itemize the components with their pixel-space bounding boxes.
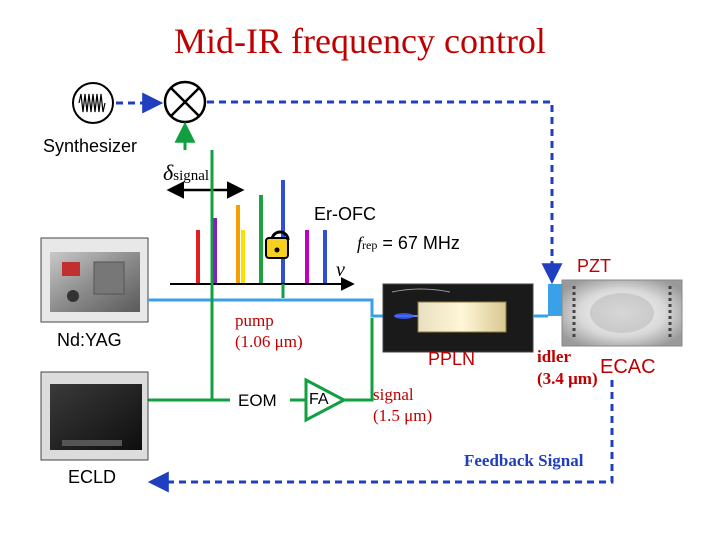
frep-value: = 67 MHz	[377, 233, 460, 253]
nu-label: ν	[336, 259, 345, 281]
delta-symbol: δ	[163, 160, 174, 185]
fa-label: FA	[309, 391, 329, 408]
green-path-fa-ppln	[344, 318, 372, 400]
idler-label-line1: idler	[537, 347, 571, 366]
nd-yag-photo	[41, 238, 148, 322]
ecac-photo	[562, 280, 682, 346]
synthesizer-icon	[73, 83, 113, 123]
pzt-label: PZT	[577, 256, 611, 276]
er-ofc-label: Er-OFC	[314, 204, 376, 224]
idler-label	[537, 346, 598, 390]
ecld-photo	[41, 372, 148, 460]
page-title: Mid-IR frequency control	[174, 21, 546, 61]
pzt-block	[548, 284, 562, 316]
eom-label: EOM	[238, 391, 277, 410]
signal-label-line2: (1.5 μm)	[373, 406, 433, 425]
frep-symbol: f	[357, 233, 363, 253]
ppln-label: PPLN	[428, 349, 476, 369]
ecld-label: ECLD	[68, 467, 117, 487]
pump-label-line2: (1.06 μm)	[235, 332, 303, 351]
feedback-signal-label: Feedback Signal	[464, 451, 584, 470]
pump-into-ppln	[360, 300, 383, 316]
mixer-icon	[165, 82, 205, 122]
synthesizer-label: Synthesizer	[43, 136, 138, 156]
ecac-label: ECAC	[600, 356, 656, 378]
signal-label	[373, 384, 432, 426]
delta-subscript: signal	[173, 168, 210, 184]
idler-label-line2: (3.4 μm)	[537, 369, 598, 388]
frep-subscript: rep	[362, 238, 378, 252]
frequency-comb	[198, 180, 325, 284]
pump-label-line1: pump	[235, 311, 274, 330]
delta-signal-label	[163, 160, 209, 186]
nd-yag-label: Nd:YAG	[57, 330, 122, 350]
pump-label	[235, 310, 303, 352]
frep-label	[357, 233, 460, 254]
ppln-photo	[383, 284, 533, 352]
signal-label-line1: signal	[373, 385, 414, 404]
